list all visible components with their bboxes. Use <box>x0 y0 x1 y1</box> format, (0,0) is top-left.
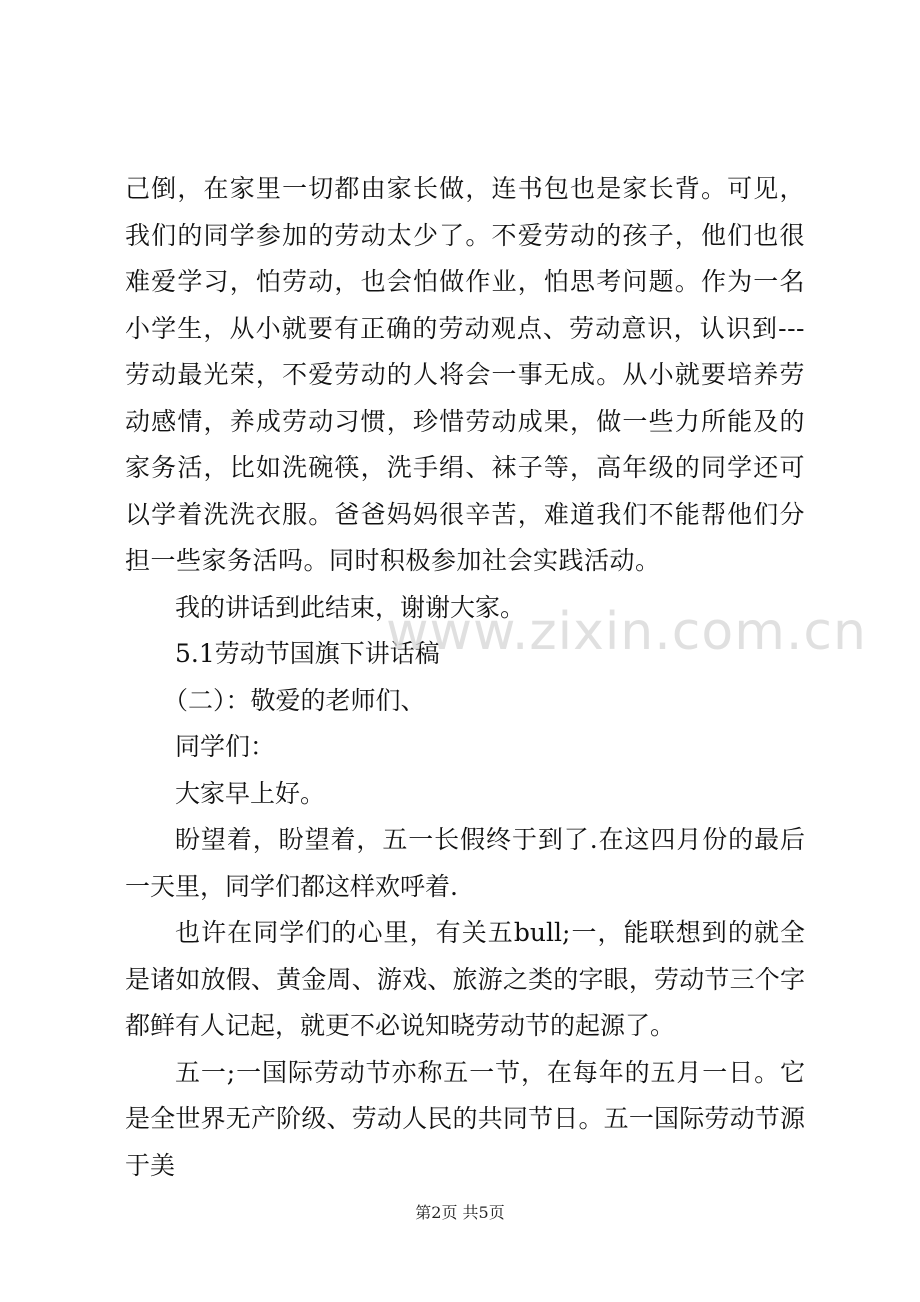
paragraph-origin: 五一;一国际劳动节亦称五一节，在每年的五月一日。它是全世界无产阶级、劳动人民的共同节日。五一国际劳动节源于美 <box>125 1057 805 1180</box>
watermark: www.zixin.com.cn <box>386 602 867 662</box>
paragraph-greeting-students: 同学们： <box>175 732 276 761</box>
paragraph-heading: 5.1劳动节国旗下讲话稿 <box>175 639 440 668</box>
document-body <box>125 166 805 1189</box>
paragraph-closing: 我的讲话到此结束，谢谢大家。 <box>175 592 526 622</box>
paragraph-thoughts: 也许在同学们的心里，有关五bull;一，能联想到的就全是诸如放假、黄金周、游戏、旅游之类的字眼，劳动节三个字都鲜有人记起，就更不必说知晓劳动节的起源了。 <box>125 918 805 1040</box>
paragraph-anticipation: 盼望着，盼望着，五一长假终于到了.在这四月份的最后一天里，同学们都这样欢呼着. <box>125 825 805 901</box>
page-footer: 第2页 共5页 <box>415 1203 505 1222</box>
paragraph-good-morning: 大家早上好。 <box>175 778 326 808</box>
paragraph-subheading: （二）：敬爱的老师们、 <box>163 685 426 715</box>
paragraph-continuation: 己倒，在家里一切都由家长做，连书包也是家长背。可见，我们的同学参加的劳动太少了。不爱劳动的孩子，他们也很难爱学习，怕劳动，也会怕做作业，怕思考问题。作为一名小学生，从小就要有正确的劳动观点、劳动意识，认识到---劳动最光荣，不爱劳动的人将会一事无成。从小就要培养劳动感情，养成劳动习惯，珍惜劳动成果，做一些力所能及的家务活，比如洗碗筷，洗手绢、袜子等，高年级的同学还可以学着洗洗衣服。爸爸妈妈很辛苦，难道我们不能帮他们分担一些家务活吗。同时积极参加社会实践活动。 <box>125 174 805 575</box>
